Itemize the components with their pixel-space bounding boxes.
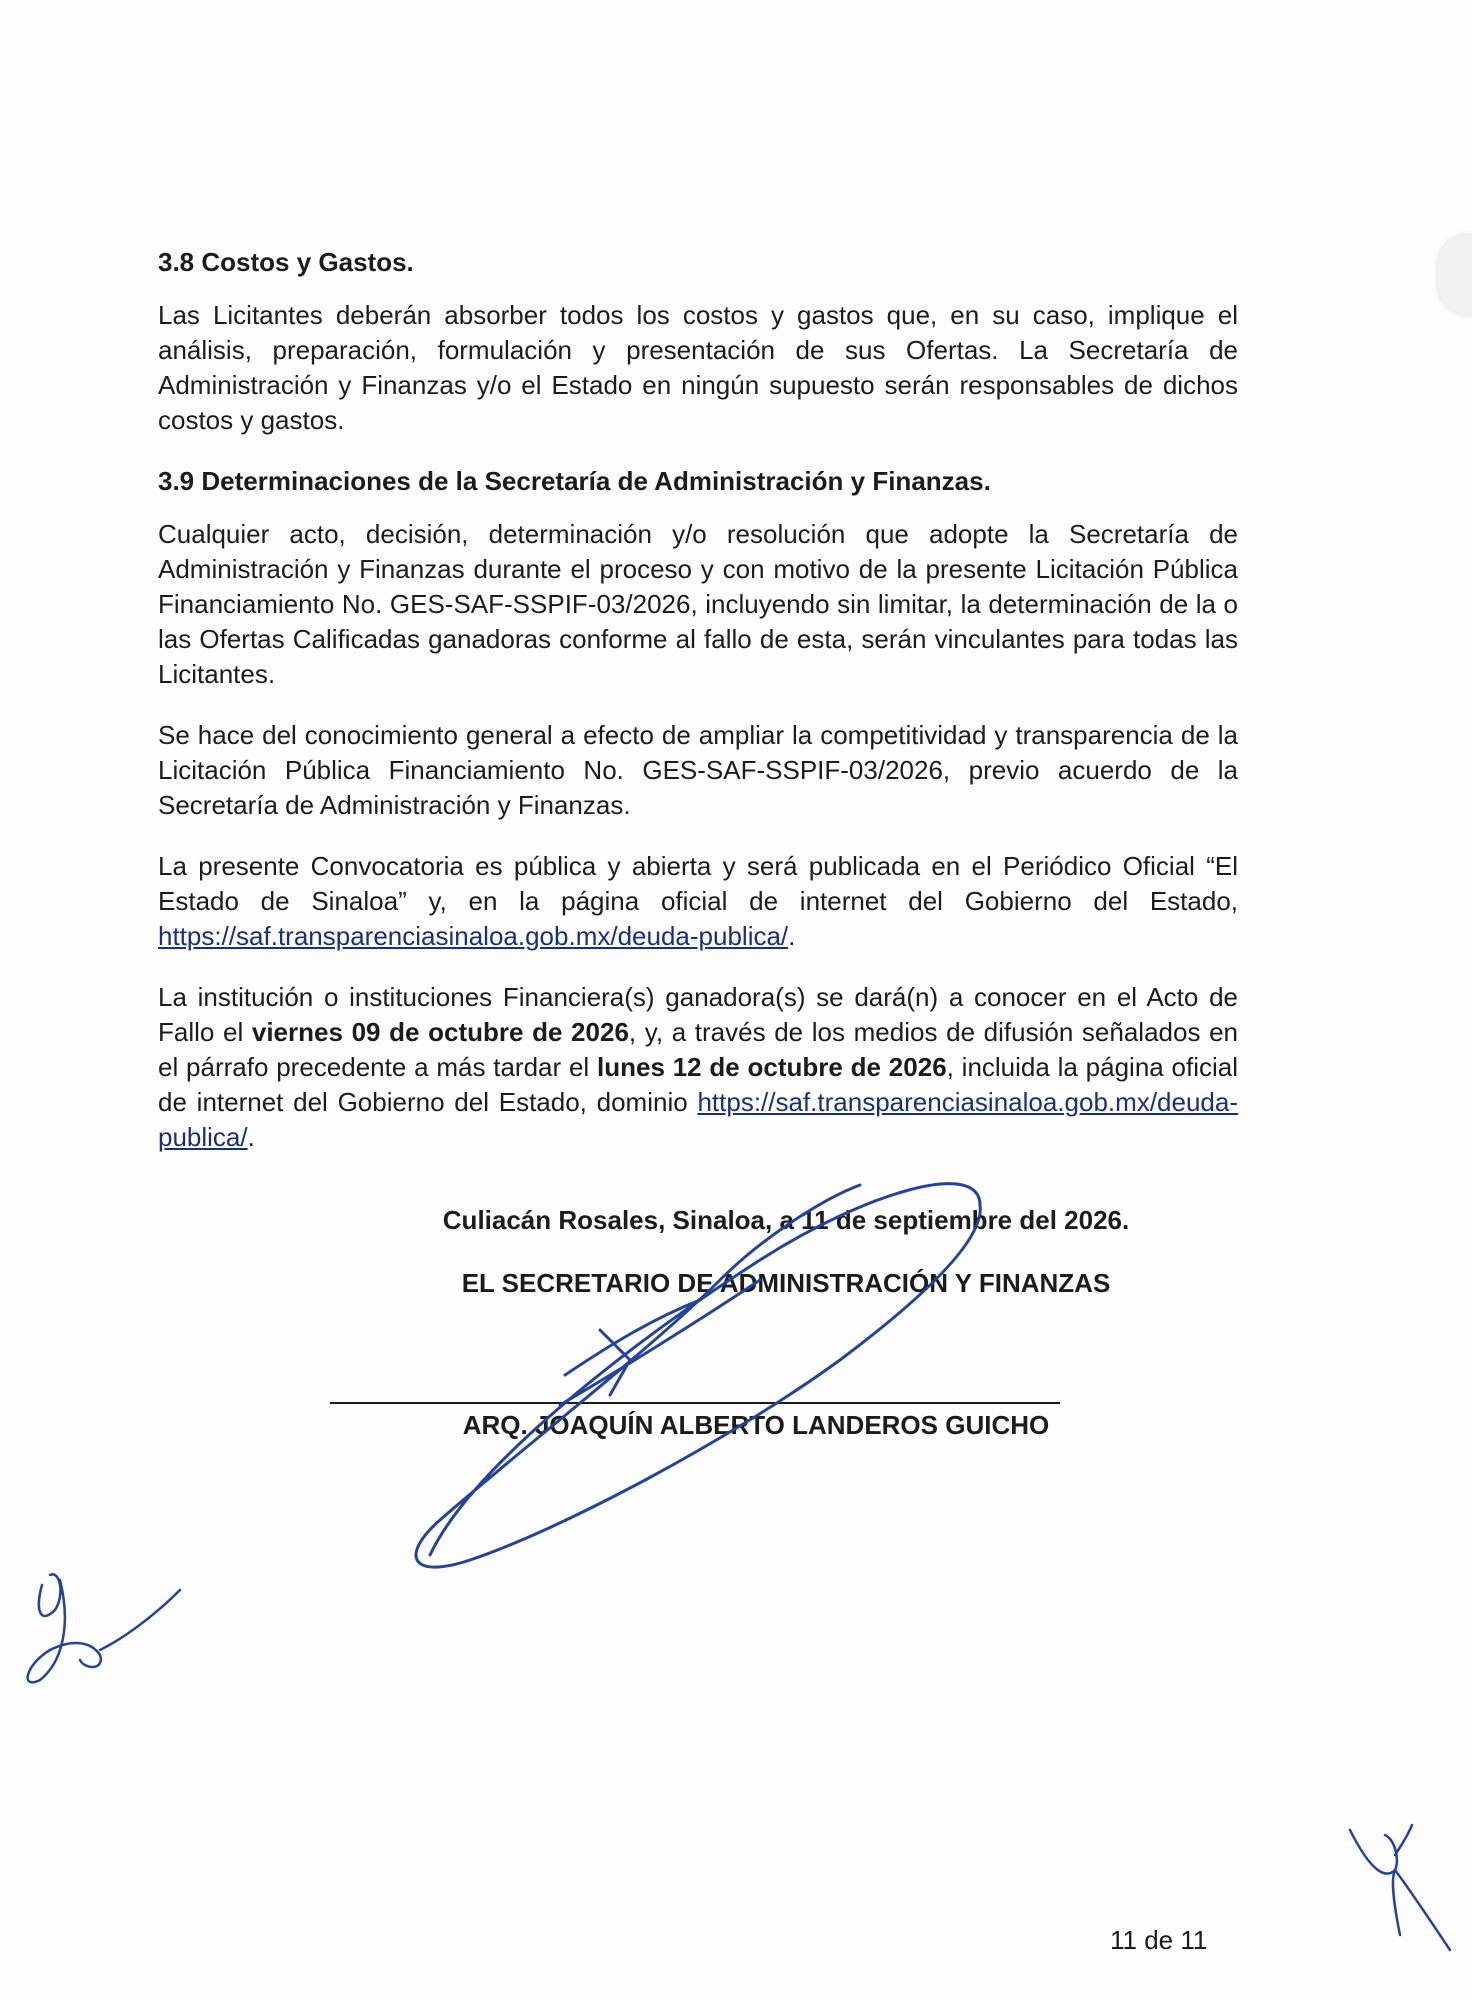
fallo-part1: La institución o instituciones Financiera(s) ganadora(s) se dará(n) a conocer en el Acto de Fallo el — [158, 982, 1238, 1047]
fallo-period: . — [247, 1122, 255, 1152]
signer-name: ARQ. JOAQUÍN ALBERTO LANDEROS GUICHO — [462, 1410, 1050, 1440]
section-3-9-body: Cualquier acto, decisión, determinación y/o resolución que adopte la Secretaría de Administración y Finanzas durante el proceso y con motivo de la presente Licitación Pública Financiamiento No. GES-SAF-SSPIF-03/2026, incluyendo sin limitar, la determinación de la o las Ofertas Calificadas ganadoras conforme al fallo de esta, serán vinculantes para todas las Licitantes. — [158, 519, 1238, 689]
fallo-date2: lunes 12 de octubre de 2026 — [597, 1052, 947, 1082]
main-signature-stroke — [416, 1184, 980, 1567]
paragraph-fallo — [158, 980, 1238, 1155]
initials-left-stroke — [28, 1574, 180, 1682]
fallo-part3: , incluida la página oficial de internet del Gobierno del Estado, dominio — [158, 1052, 1238, 1117]
fallo-date1: viernes 09 de octubre de 2026 — [251, 1017, 629, 1047]
convocatoria-text: La presente Convocatoria es pública y abierta y será publicada en el Periódico Oficial “El Estado de Sinaloa” y, en la página oficial de internet del Gobierno del Estado, — [158, 851, 1238, 916]
paragraph-competitividad: Se hace del conocimiento general a efecto de ampliar la competitividad y transparencia de la Licitación Pública Financiamiento No. GES-SAF-SSPIF-03/2026, previo acuerdo de la Secretaría de Administración y Finanzas. — [158, 720, 1238, 820]
scroll-handle[interactable] — [1438, 235, 1472, 315]
section-3-8-body: Las Licitantes deberán absorber todos los costos y gastos que, en su caso, implique el análisis, preparación, formulación y presentación de sus Ofertas. La Secretaría de Administración y Finanzas y/o el Estado en ningún supuesto serán responsables de dichos costos y gastos. — [158, 300, 1238, 435]
place-date: Culiacán Rosales, Sinaloa, a 11 de septiembre del 2026. — [442, 1205, 1130, 1235]
fallo-link[interactable]: https://saf.transparenciasinaloa.gob.mx/deuda-publica/ — [158, 1087, 1238, 1152]
paragraph-convocatoria — [158, 849, 1238, 954]
convocatoria-period: . — [788, 921, 796, 951]
secretary-title: EL SECRETARIO DE ADMINISTRACIÓN Y FINANZAS — [461, 1268, 1111, 1298]
convocatoria-link[interactable]: https://saf.transparenciasinaloa.gob.mx/deuda-publica/ — [158, 921, 789, 951]
section-3-9-heading: 3.9 Determinaciones de la Secretaría de Administración y Finanzas. — [158, 466, 991, 496]
section-3-8-heading: 3.8 Costos y Gastos. — [158, 247, 414, 277]
fallo-part2: , y, a través de los medios de difusión señalados en el párrafo precedente a más tardar el — [158, 1017, 1239, 1082]
page-number: 11 de 11 — [1110, 1925, 1208, 1955]
initials-right-stroke — [1350, 1825, 1450, 1950]
signature-line — [330, 1402, 1060, 1404]
document-body — [158, 245, 1238, 1181]
